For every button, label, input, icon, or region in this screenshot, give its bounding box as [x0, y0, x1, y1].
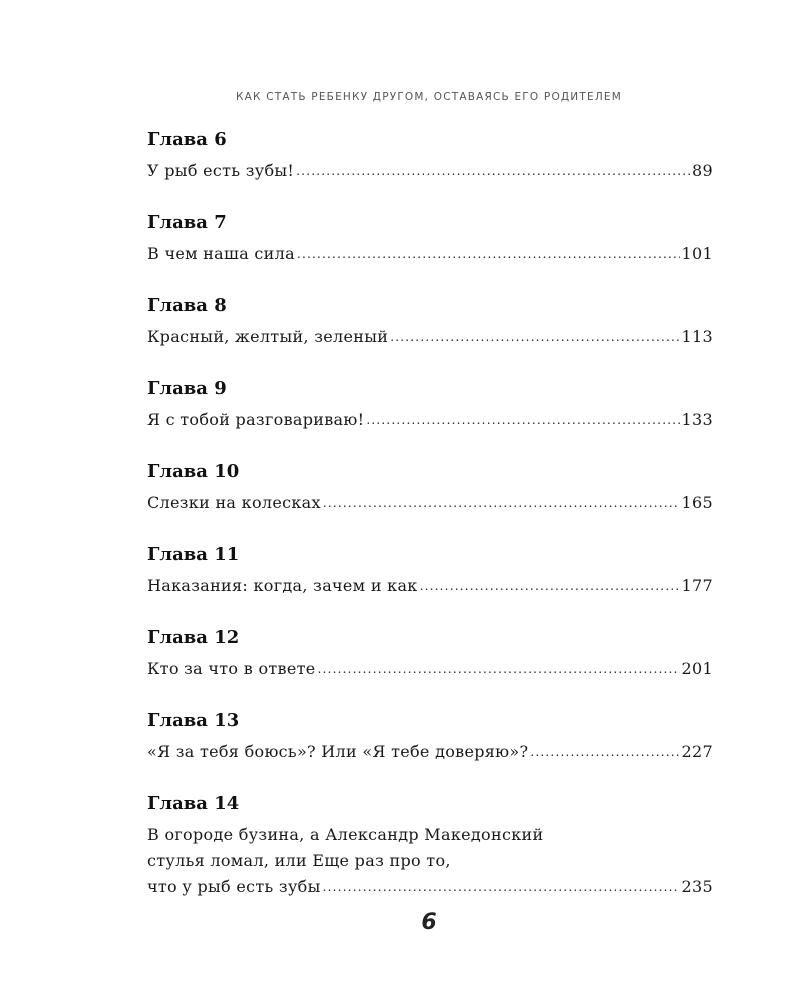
dot-leader [366, 406, 679, 433]
chapter-title: Кто за что в ответе [147, 659, 316, 678]
chapter-label: Глава 10 [147, 461, 240, 482]
toc-entry-line [147, 324, 713, 351]
toc-entry-line [147, 158, 713, 185]
folio-page-number: 6 [421, 910, 437, 935]
toc-entry-chapter-12 [147, 626, 713, 683]
page-number: 113 [681, 327, 713, 346]
toc-entry-chapter-10 [147, 460, 713, 517]
dot-leader [323, 489, 680, 516]
page-number: 133 [681, 410, 713, 429]
chapter-label: Глава 11 [147, 544, 240, 565]
chapter-title-line: стулья ломал, или Еще раз про то, [147, 851, 451, 870]
dot-leader [318, 655, 680, 682]
chapter-label: Глава 14 [147, 793, 240, 814]
page-number: 227 [681, 742, 713, 761]
page-number: 177 [681, 576, 713, 595]
chapter-label: Глава 9 [147, 378, 227, 399]
toc-entry-line [147, 241, 713, 268]
toc-entry-line [147, 739, 713, 766]
toc-entry-chapter-7 [147, 211, 713, 268]
running-head: КАК СТАТЬ РЕБЕНКУ ДРУГОМ, ОСТАВАЯСЬ ЕГО РОДИТЕЛЕМ [235, 91, 623, 103]
toc-entry-chapter-6 [147, 128, 713, 185]
toc-entry-multiline [147, 822, 713, 901]
chapter-title: Я с тобой разговариваю! [147, 410, 365, 429]
page-number: 89 [692, 161, 713, 180]
page-number: 165 [681, 493, 713, 512]
dot-leader [296, 157, 690, 184]
chapter-label: Глава 6 [147, 129, 227, 150]
toc-entry-line [147, 874, 713, 901]
chapter-label: Глава 13 [147, 710, 240, 731]
toc-entry-line [147, 573, 713, 600]
chapter-title: У рыб есть зубы! [147, 161, 295, 180]
toc-entry-chapter-14 [147, 792, 713, 901]
toc-entry-chapter-11 [147, 543, 713, 600]
dot-leader [530, 738, 679, 765]
page-number: 201 [681, 659, 713, 678]
page-number: 235 [681, 877, 713, 896]
table-of-contents [147, 128, 713, 927]
chapter-title: Красный, желтый, зеленый [147, 327, 389, 346]
chapter-label: Глава 7 [147, 212, 227, 233]
toc-entry-chapter-9 [147, 377, 713, 434]
dot-leader [323, 873, 680, 900]
toc-entry-chapter-8 [147, 294, 713, 351]
chapter-title-line: что у рыб есть зубы [147, 877, 321, 896]
dot-leader [390, 323, 679, 350]
toc-entry-chapter-13 [147, 709, 713, 766]
dot-leader [420, 572, 680, 599]
chapter-title: Слезки на колесках [147, 493, 321, 512]
toc-entry-line [147, 656, 713, 683]
chapter-title: «Я за тебя боюсь»? Или «Я тебе доверяю»? [147, 742, 529, 761]
chapter-label: Глава 8 [147, 295, 227, 316]
dot-leader [297, 240, 680, 267]
chapter-title-line: В огороде бузина, а Александр Македонский [147, 825, 544, 844]
chapter-label: Глава 12 [147, 627, 240, 648]
toc-entry-line [147, 490, 713, 517]
toc-entry-line [147, 407, 713, 434]
chapter-title: Наказания: когда, зачем и как [147, 576, 418, 595]
page-number: 101 [681, 244, 713, 263]
chapter-title: В чем наша сила [147, 244, 295, 263]
